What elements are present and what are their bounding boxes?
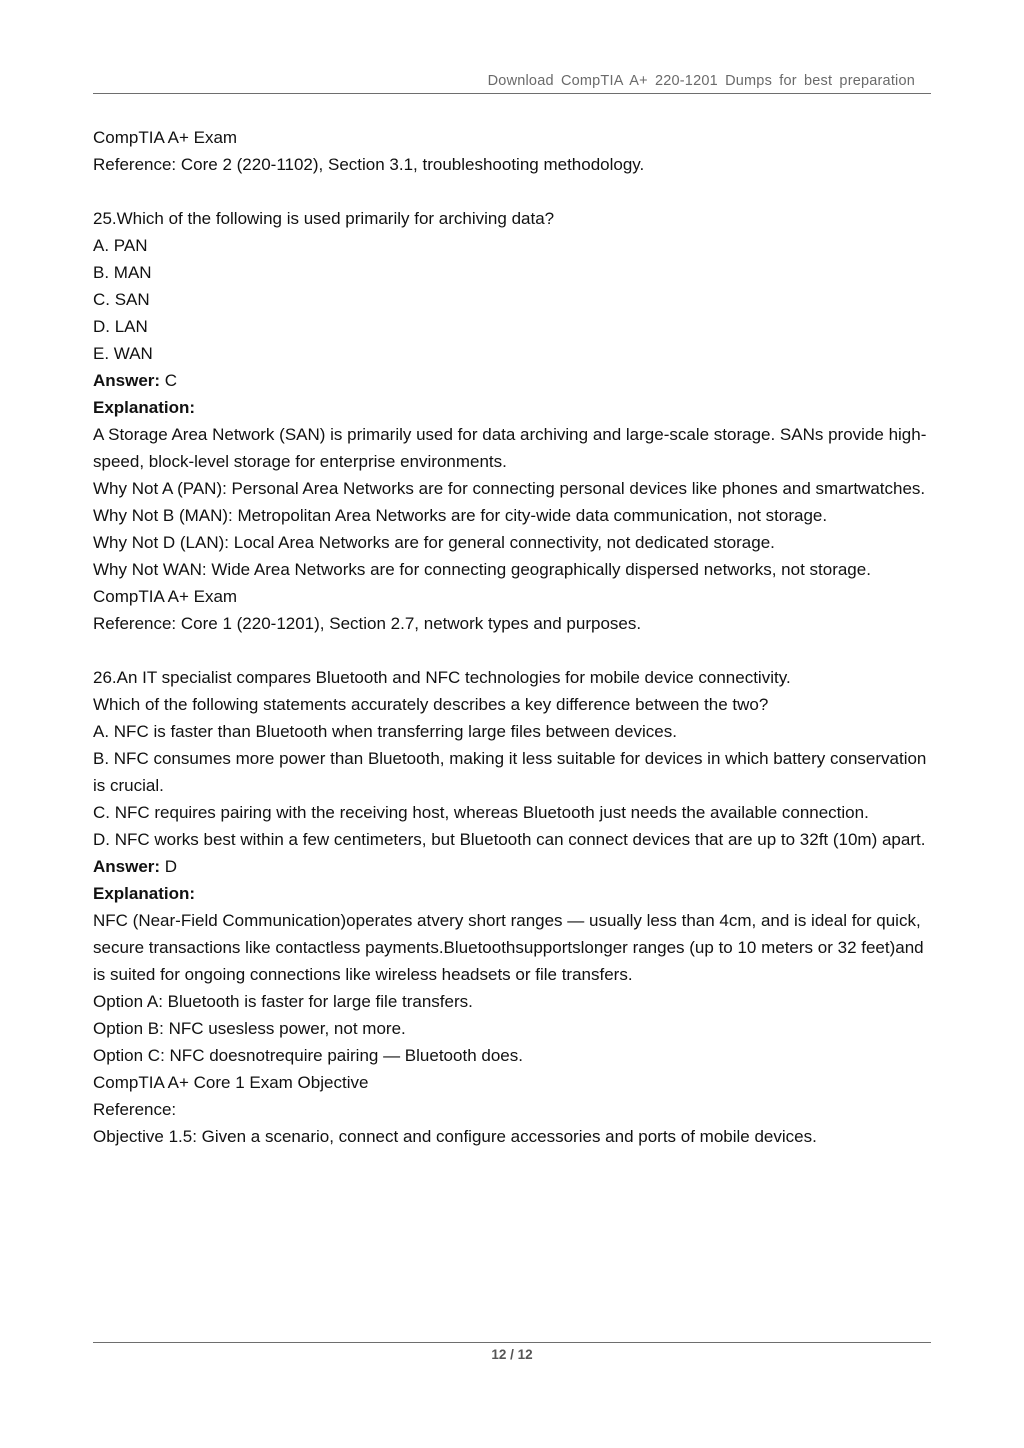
q25-answer (93, 367, 935, 394)
q26-option-a: A. NFC is faster than Bluetooth when transferring large files between devices. (93, 722, 677, 741)
header-divider (93, 93, 931, 94)
q25-reference: Reference: Core 1 (220-1201), Section 2.7, network types and purposes. (93, 614, 642, 633)
q26-option-b: B. NFC consumes more power than Bluetooth, making it less suitable for devices in which battery conservation is crucial. (93, 749, 927, 795)
q26-explanation-label: Explanation: (93, 884, 196, 903)
q26-answer-value: D (160, 857, 178, 876)
page-number: 12 / 12 (491, 1347, 533, 1362)
q25-explanation-label: Explanation: (93, 398, 196, 417)
q26-option-c: C. NFC requires pairing with the receiving host, whereas Bluetooth just needs the available connection. (93, 803, 869, 822)
q25-explanation-line: Why Not WAN: Wide Area Networks are for connecting geographically dispersed networks, not storage. (93, 560, 871, 579)
footer-divider (93, 1342, 931, 1343)
page-header-text: Download CompTIA A+ 220-1201 Dumps for best preparation (487, 73, 915, 89)
q26-exam-line: CompTIA A+ Core 1 Exam Objective (93, 1073, 369, 1092)
q26-question-line: 26.An IT specialist compares Bluetooth and NFC technologies for mobile device connectivity. (93, 668, 791, 687)
prev-exam-line: CompTIA A+ Exam (93, 128, 238, 147)
q25-option-b: B. MAN (93, 263, 152, 282)
spacer (93, 637, 935, 664)
q25-exam-line: CompTIA A+ Exam (93, 587, 238, 606)
q25-explanation-line: A Storage Area Network (SAN) is primarily used for data archiving and large-scale storage. SANs provide high-speed, block-level storage for enterprise environments. (93, 425, 927, 471)
q25-option-a: A. PAN (93, 236, 148, 255)
q25-question: 25.Which of the following is used primarily for archiving data? (93, 209, 555, 228)
q26-explanation-line: Option C: NFC doesnotrequire pairing — Bluetooth does. (93, 1046, 523, 1065)
spacer (93, 178, 935, 205)
q26-answer-label: Answer: (93, 857, 161, 876)
q25-answer-value: C (160, 371, 178, 390)
document-body (93, 124, 935, 1150)
q25-option-e: E. WAN (93, 344, 153, 363)
q26-explanation-line: Option B: NFC usesless power, not more. (93, 1019, 406, 1038)
q25-answer-label: Answer: (93, 371, 161, 390)
q25-option-c: C. SAN (93, 290, 150, 309)
q25-explanation-line: Why Not B (MAN): Metropolitan Area Networks are for city-wide data communication, not storage. (93, 506, 828, 525)
q26-answer (93, 853, 935, 880)
prev-reference: Reference: Core 2 (220-1102), Section 3.1, troubleshooting methodology. (93, 155, 645, 174)
q26-objective: Objective 1.5: Given a scenario, connect and configure accessories and ports of mobile devices. (93, 1127, 817, 1146)
q26-explanation-line: Option A: Bluetooth is faster for large file transfers. (93, 992, 473, 1011)
q25-explanation-line: Why Not A (PAN): Personal Area Networks are for connecting personal devices like phones and smartwatches. (93, 479, 926, 498)
q25-explanation-line: Why Not D (LAN): Local Area Networks are for general connectivity, not dedicated storage. (93, 533, 775, 552)
q25-option-d: D. LAN (93, 317, 148, 336)
q26-option-d: D. NFC works best within a few centimeters, but Bluetooth can connect devices that are up to 32ft (10m) apart. (93, 830, 926, 849)
q26-explanation-line: NFC (Near-Field Communication)operates atvery short ranges — usually less than 4cm, and is ideal for quick, secure transactions like contactless payments.Bluetoothsupportslonger ranges (up to 10 meters or 32 feet)and is suited for ongoing connections like wireless headsets or file transfers. (93, 911, 924, 984)
q26-reference-label: Reference: (93, 1100, 177, 1119)
q26-question-line: Which of the following statements accurately describes a key difference between the two? (93, 695, 769, 714)
